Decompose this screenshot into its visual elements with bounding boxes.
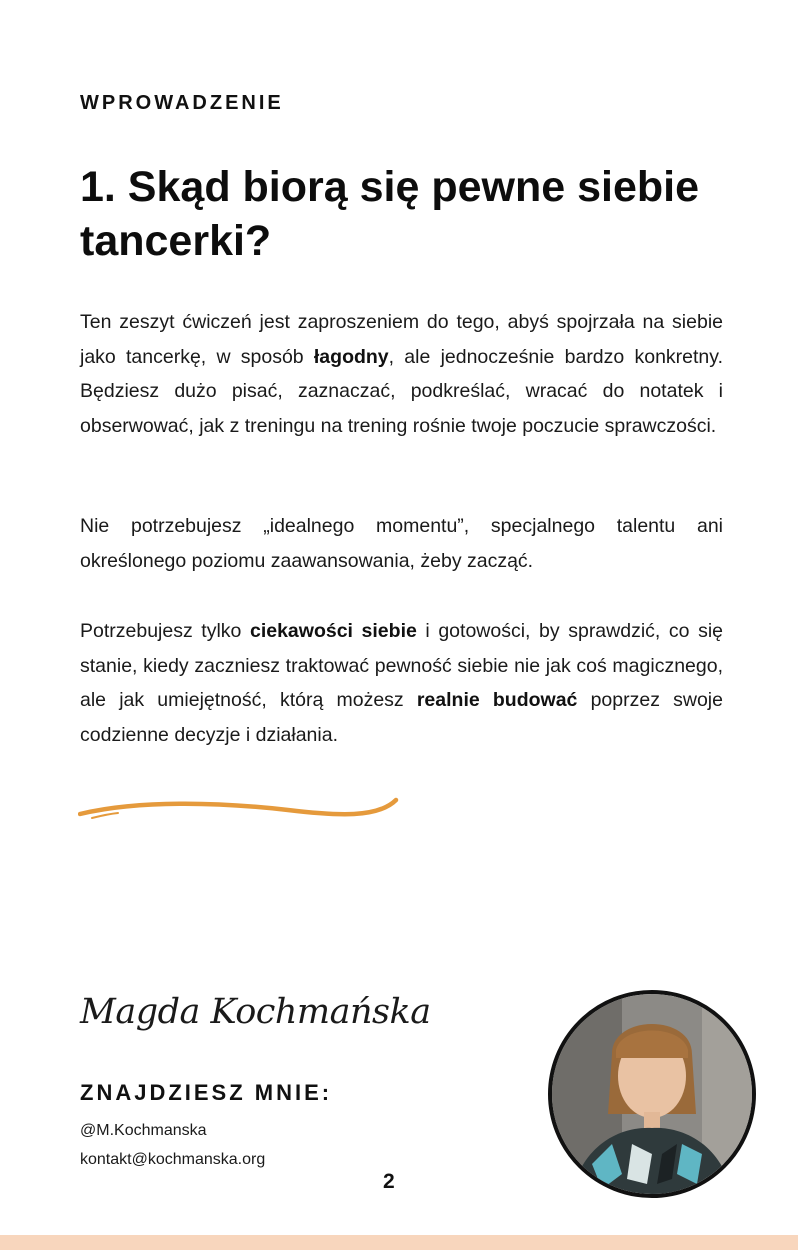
p3-text-b: i gotowości, by sprawdzić, co się stanie, kiedy zaczniesz traktować pewność siebie nie jak coś magicznego, ale jak umiejętność, którą możesz [80, 620, 724, 711]
author-photo [548, 990, 756, 1198]
intro-paragraph-1 [80, 305, 723, 443]
bottom-band [0, 1235, 798, 1250]
p3-text-a: Potrzebujesz tylko [80, 620, 250, 642]
page-title: 1. Skąd biorą się pewne siebie tancerki? [80, 163, 699, 265]
brush-stroke-swash-icon [78, 792, 402, 826]
eyebrow-label: WPROWADZENIE [80, 92, 284, 114]
intro-paragraph-3 [80, 614, 723, 752]
intro-paragraph-2: Nie potrzebujesz „idealnego momentu”, specjalnego talentu ani określonego poziomu zaawansowania, żeby zacząć. [80, 515, 723, 572]
p3-bold-build: realnie budować [416, 689, 578, 711]
p1-bold-gentle: łagodny [313, 345, 389, 368]
author-signature: Magda Kochmańska [80, 992, 431, 1032]
p1-text-a: Ten zeszyt ćwiczeń jest zaproszeniem do tego, abyś spojrzała na siebie jako tancerkę, w sposób [80, 311, 723, 368]
page-number: 2 [383, 1170, 395, 1193]
social-handle[interactable]: @M.Kochmanska [80, 1122, 207, 1139]
contact-heading: ZNAJDZIESZ MNIE: [80, 1080, 333, 1105]
p3-text-c: poprzez swoje codzienne decyzje i działania. [80, 689, 723, 746]
contact-email[interactable]: kontakt@kochmanska.org [80, 1151, 266, 1168]
p3-bold-curiosity: ciekawości siebie [249, 620, 417, 642]
p1-text-b: , ale jednocześnie bardzo konkretny. Będziesz dużo pisać, zaznaczać, podkreślać, wracać do notatek i obserwować, jak z treningu na trening rośnie twoje poczucie sprawczości. [80, 345, 723, 437]
author-portrait-icon [552, 994, 752, 1194]
